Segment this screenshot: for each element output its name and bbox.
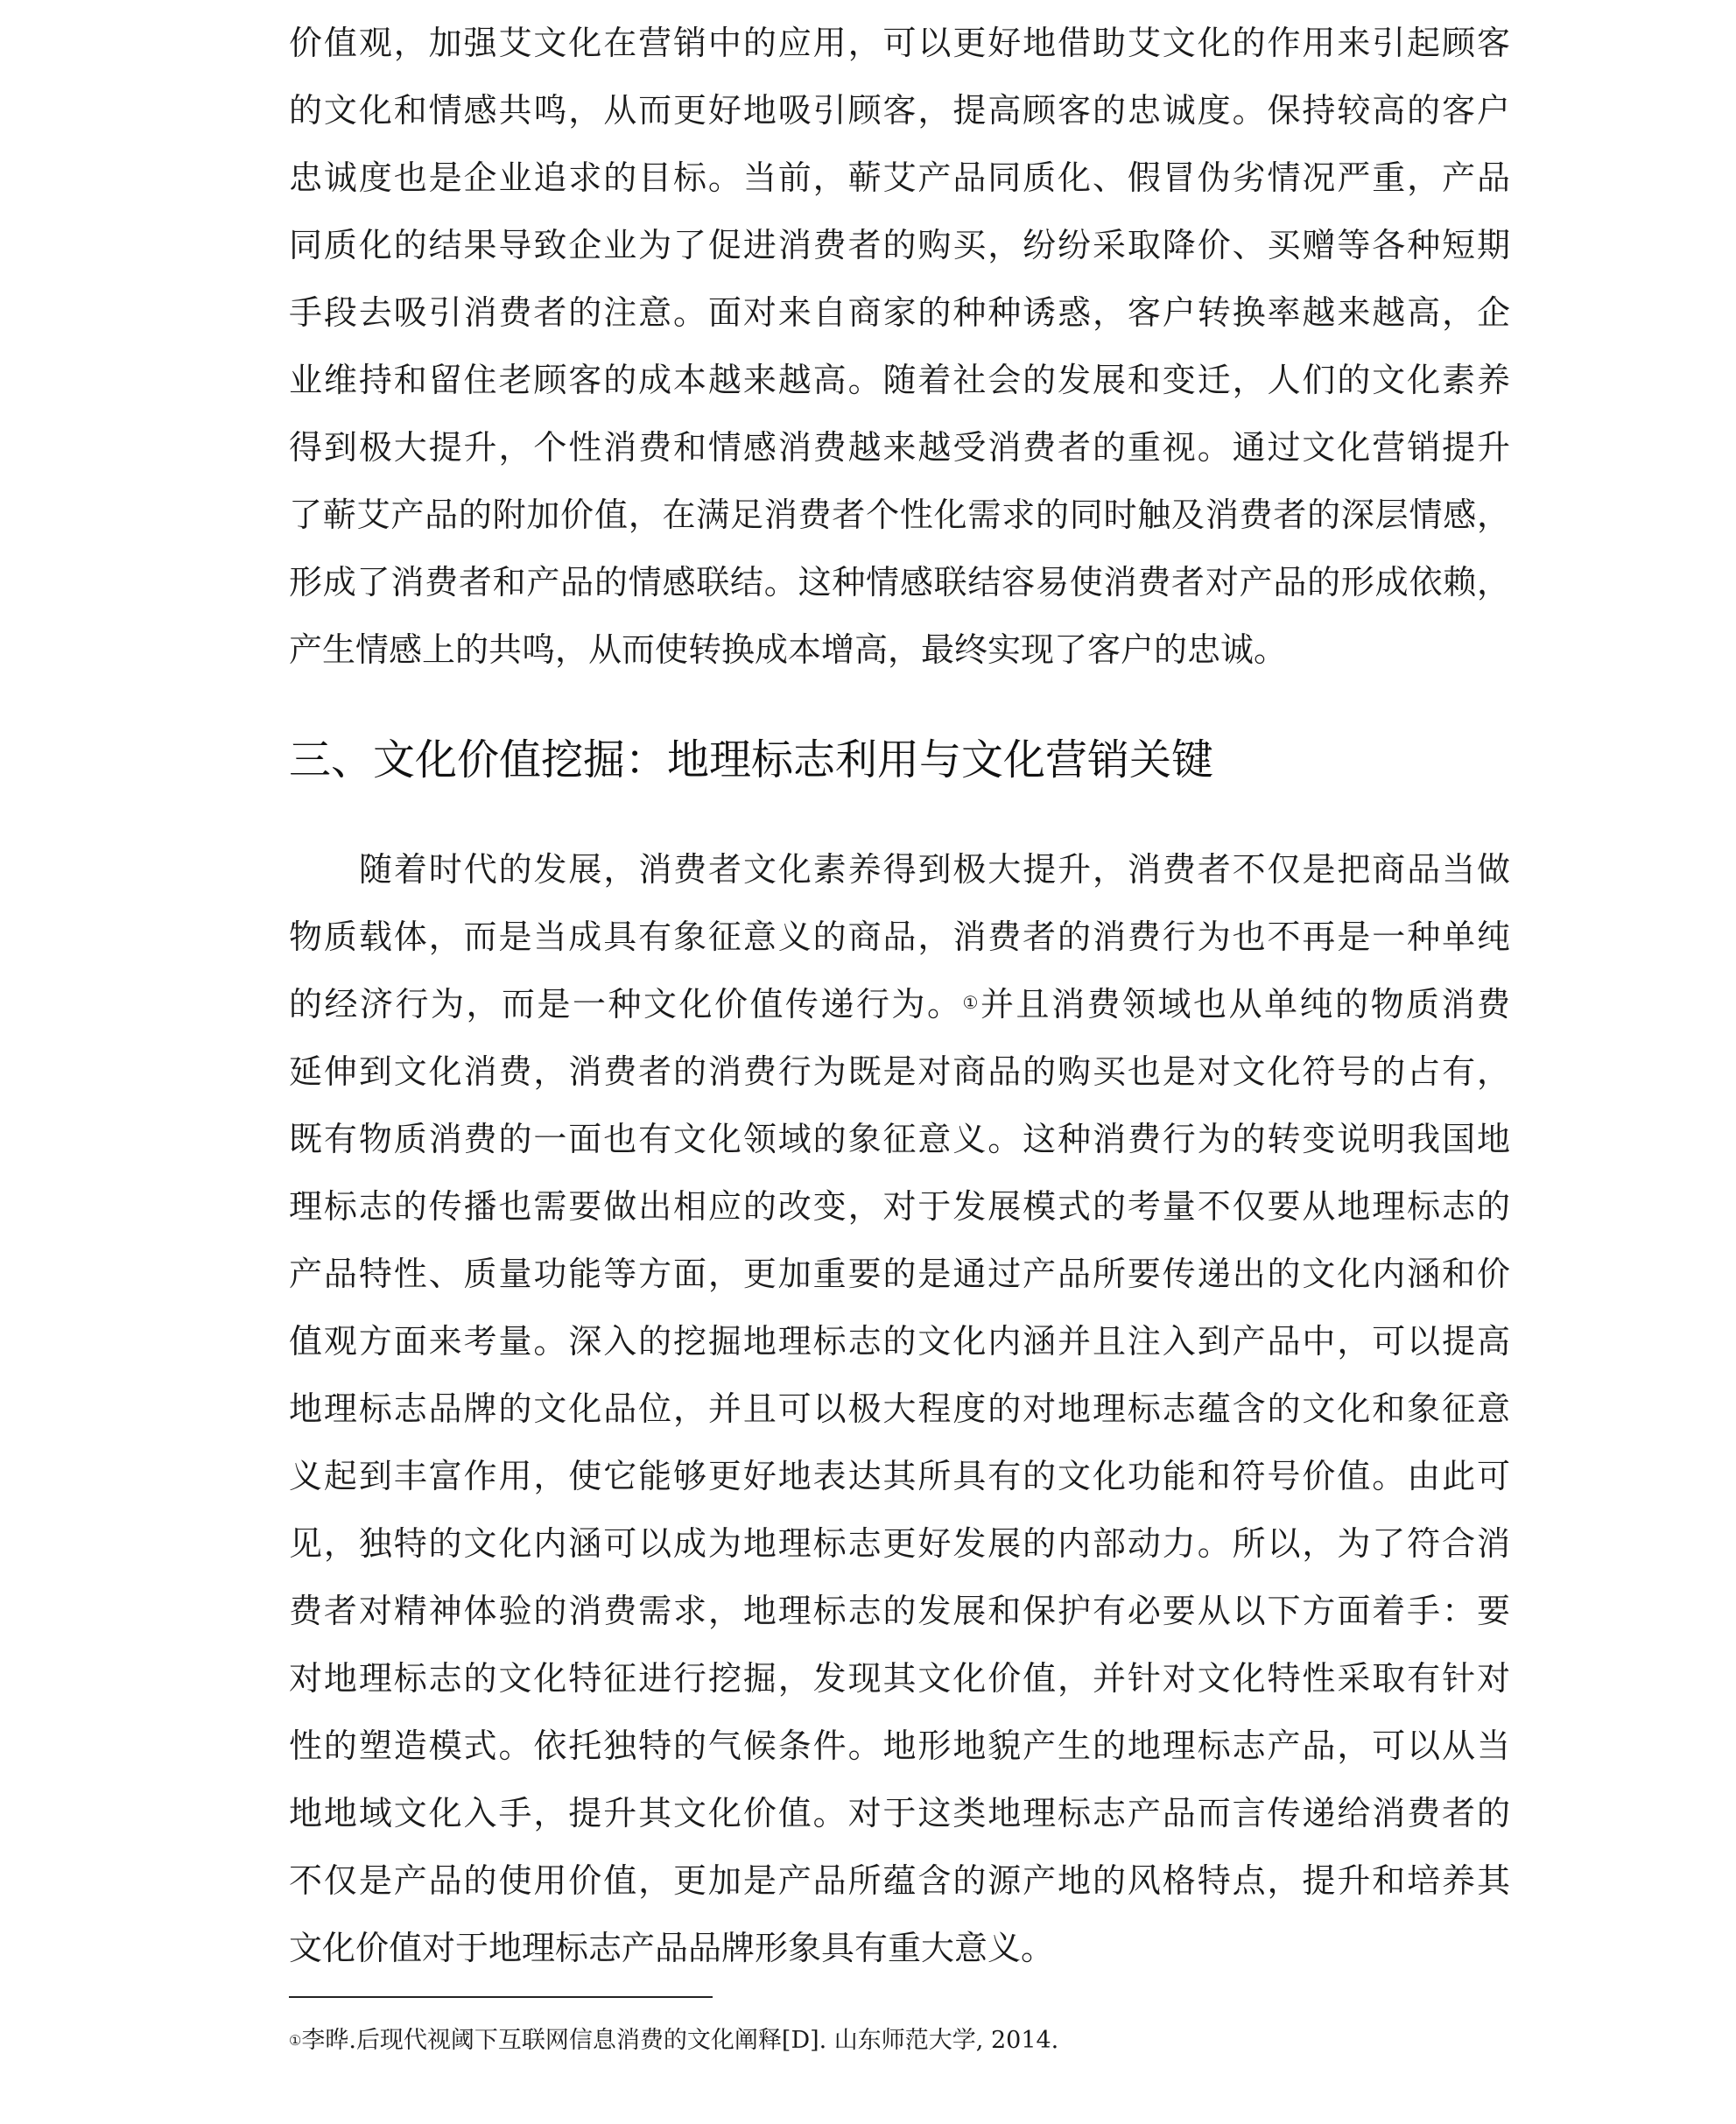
paragraph-1-line: 手段去吸引消费者的注意。面对来自商家的种种诱惑，客户转换率越来越高，企 [289, 293, 1510, 332]
paragraph-2-line: 地理标志品牌的文化品位，并且可以极大程度的对地理标志蕴含的文化和象征意 [289, 1389, 1510, 1428]
paragraph-1-line: 产生情感上的共鸣，从而使转换成本增高，最终实现了客户的忠诚。 [289, 630, 1288, 669]
paragraph-2-line: 既有物质消费的一面也有文化领域的象征意义。这种消费行为的转变说明我国地 [289, 1120, 1510, 1158]
paragraph-2-line-with-ref [289, 984, 1510, 1024]
paragraph-2-line: 性的塑造模式。依托独特的气候条件。地形地貌产生的地理标志产品，可以从当 [289, 1727, 1510, 1765]
paragraph-2-line-text: 的经济行为，而是一种文化价值传递行为。 [289, 985, 963, 1023]
footnote-marker: ① [289, 2032, 302, 2049]
paragraph-1-line: 同质化的结果导致企业为了促进消费者的购买，纷纷采取降价、买赠等各种短期 [289, 226, 1510, 264]
paragraph-2-line: 理标志的传播也需要做出相应的改变，对于发展模式的考量不仅要从地理标志的 [289, 1187, 1510, 1226]
paragraph-2-line-continuation: 并且消费领域也从单纯的物质消费 [980, 985, 1510, 1023]
paragraph-2-line: 物质载体，而是当成具有象征意义的商品，消费者的消费行为也不再是一种单纯 [289, 918, 1510, 956]
paragraph-1-line: 价值观，加强艾文化在营销中的应用，可以更好地借助艾文化的作用来引起顾客 [289, 24, 1510, 62]
paragraph-1-line: 形成了消费者和产品的情感联结。这种情感联结容易使消费者对产品的形成依赖， [289, 563, 1510, 601]
paragraph-1-line: 了蕲艾产品的附加价值，在满足消费者个性化需求的同时触及消费者的深层情感， [289, 496, 1510, 534]
paragraph-1-line: 的文化和情感共鸣，从而更好地吸引顾客，提高顾客的忠诚度。保持较高的客户 [289, 91, 1510, 130]
footnote-text: 李晔.后现代视阈下互联网信息消费的文化阐释[D]. 山东师范大学, 2014. [301, 2027, 1059, 2054]
paragraph-2-line: 延伸到文化消费，消费者的消费行为既是对商品的购买也是对文化符号的占有， [289, 1052, 1510, 1091]
paragraph-2-line: 对地理标志的文化特征进行挖掘，发现其文化价值，并针对文化特性采取有针对 [289, 1659, 1510, 1698]
paragraph-2-line: 值观方面来考量。深入的挖掘地理标志的文化内涵并且注入到产品中，可以提高 [289, 1322, 1510, 1361]
footnote-separator [289, 1996, 713, 1998]
paragraph-2-line: 见，独特的文化内涵可以成为地理标志更好发展的内部动力。所以，为了符合消 [289, 1524, 1510, 1563]
paragraph-2-line: 义起到丰富作用，使它能够更好地表达其所具有的文化功能和符号价值。由此可 [289, 1457, 1510, 1495]
paragraph-2-line-indent: 随着时代的发展，消费者文化素养得到极大提升，消费者不仅是把商品当做 [359, 850, 1510, 889]
paragraph-2-line: 产品特性、质量功能等方面，更加重要的是通过产品所要传递出的文化内涵和价 [289, 1255, 1510, 1293]
section-heading: 三、文化价值挖掘：地理标志利用与文化营销关键 [289, 735, 1214, 784]
footnote-ref-marker[interactable]: ① [962, 992, 980, 1013]
paragraph-2-line: 不仅是产品的使用价值，更加是产品所蕴含的源产地的风格特点，提升和培养其 [289, 1861, 1510, 1900]
paragraph-1-line: 得到极大提升，个性消费和情感消费越来越受消费者的重视。通过文化营销提升 [289, 428, 1510, 467]
paragraph-1-line: 忠诚度也是企业追求的目标。当前，蕲艾产品同质化、假冒伪劣情况严重，产品 [289, 158, 1510, 197]
paragraph-2-line: 文化价值对于地理标志产品品牌形象具有重大意义。 [289, 1929, 1055, 1967]
paragraph-2-line: 地地域文化入手，提升其文化价值。对于这类地理标志产品而言传递给消费者的 [289, 1794, 1510, 1832]
paragraph-2-line: 费者对精神体验的消费需求，地理标志的发展和保护有必要从以下方面着手：要 [289, 1592, 1510, 1630]
paragraph-1-line: 业维持和留住老顾客的成本越来越高。随着社会的发展和变迁，人们的文化素养 [289, 361, 1510, 399]
footnote [289, 2026, 1058, 2056]
